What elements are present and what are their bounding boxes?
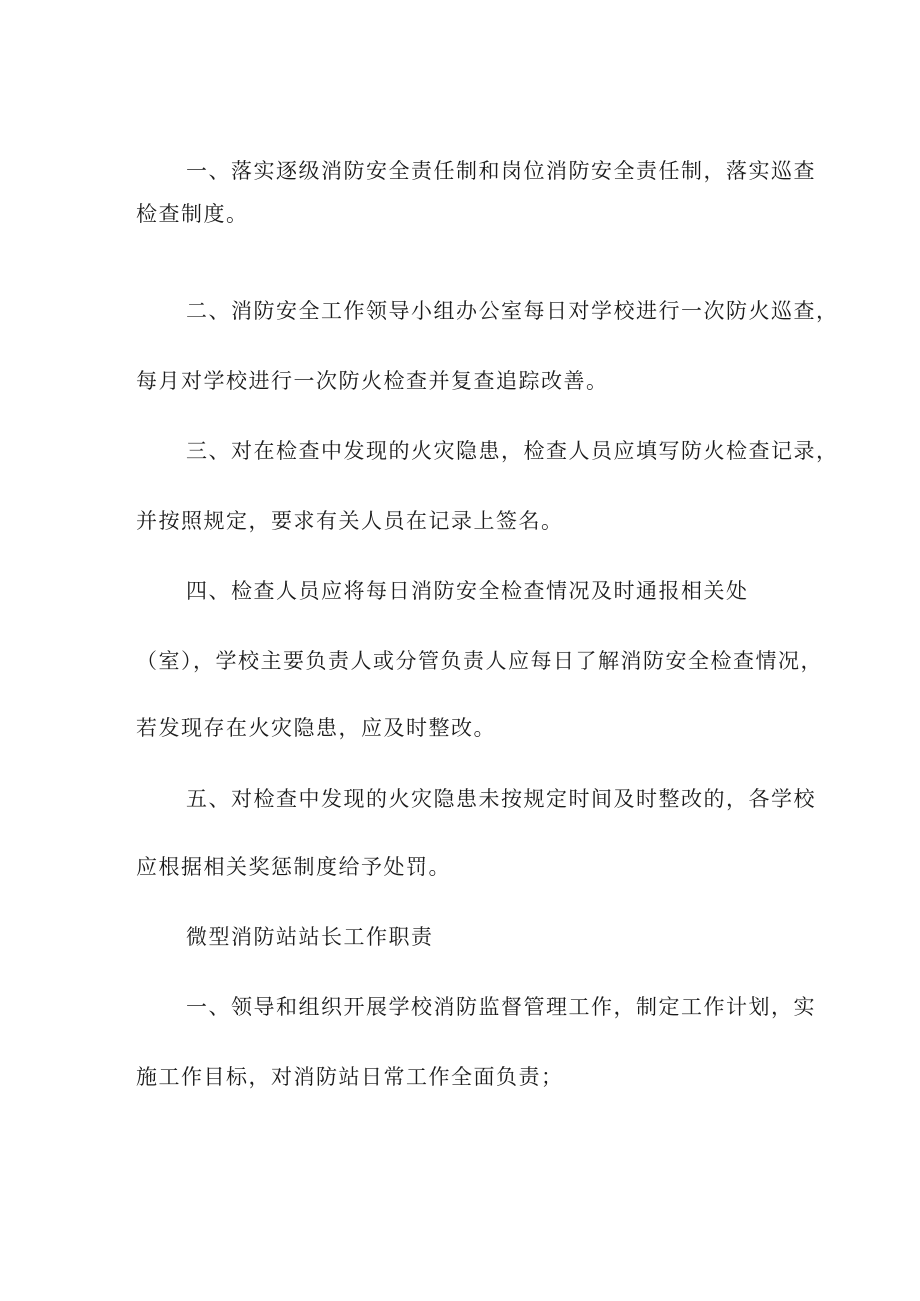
paragraph-2-line-2: 每月对学校进行一次防火检查并复查追踪改善。 bbox=[136, 369, 609, 393]
paragraph-6-line-1: 一、领导和组织开展学校消防监督管理工作，制定工作计划，实 bbox=[186, 995, 816, 1019]
paragraph-6-line-2: 施工作目标，对消防站日常工作全面负责； bbox=[136, 1065, 564, 1089]
section-heading: 微型消防站站长工作职责 bbox=[186, 925, 434, 949]
paragraph-2-line-1: 二、消防安全工作领导小组办公室每日对学校进行一次防火巡查， bbox=[186, 299, 839, 323]
paragraph-1-line-2: 检查制度。 bbox=[136, 202, 249, 226]
paragraph-1-line-1: 一、落实逐级消防安全责任制和岗位消防安全责任制，落实巡查 bbox=[186, 159, 816, 183]
paragraph-4-line-2: （室），学校主要负责人或分管负责人应每日了解消防安全检查情况， bbox=[136, 649, 823, 673]
paragraph-3-line-1: 三、对在检查中发现的火灾隐患，检查人员应填写防火检查记录， bbox=[186, 439, 839, 463]
paragraph-4-line-1: 四、检查人员应将每日消防安全检查情况及时通报相关处 bbox=[186, 579, 749, 603]
paragraph-5-line-1: 五、对检查中发现的火灾隐患未按规定时间及时整改的，各学校 bbox=[186, 787, 816, 811]
paragraph-4-line-3: 若发现存在火灾隐患，应及时整改。 bbox=[136, 716, 496, 740]
paragraph-5-line-2: 应根据相关奖惩制度给予处罚。 bbox=[136, 855, 451, 879]
paragraph-3-line-2: 并按照规定，要求有关人员在记录上签名。 bbox=[136, 509, 564, 533]
